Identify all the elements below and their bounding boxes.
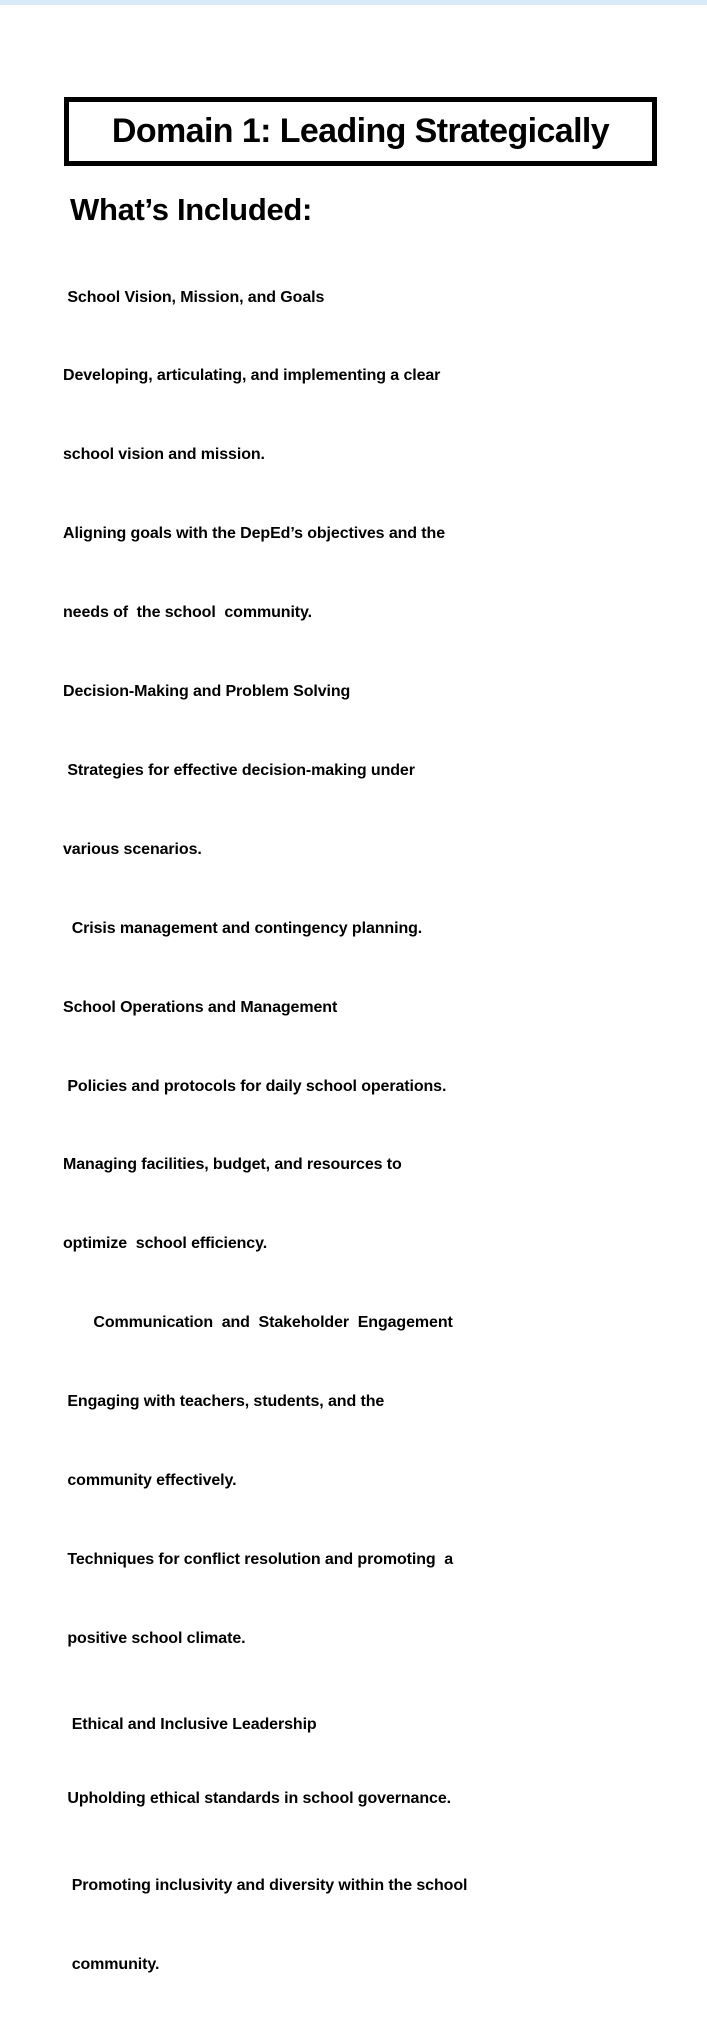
content-line: Upholding ethical standards in school governance.: [63, 1789, 451, 1807]
content-line: positive school climate.: [63, 1629, 246, 1647]
domain-title-box: [64, 97, 657, 166]
content-line-decision-making-header: Decision-Making and Problem Solving: [63, 683, 351, 701]
domain-title: Domain 1: Leading Strategically: [111, 112, 610, 150]
content-line-school-vision-header: School Vision, Mission, and Goals: [63, 288, 325, 306]
content-line: Promoting inclusivity and diversity within the school: [63, 1877, 468, 1895]
content-line: optimize school efficiency.: [63, 1235, 268, 1253]
content-line: Strategies for effective decision-making under: [63, 761, 415, 779]
content-line: community effectively.: [63, 1471, 237, 1489]
section-heading: What’s Included:: [70, 192, 313, 227]
content-line-school-operations-header: School Operations and Management: [63, 998, 338, 1016]
content-line: various scenarios.: [63, 840, 202, 858]
content-block: [63, 232, 673, 2031]
content-line: Aligning goals with the DepEd’s objectives and the: [63, 525, 446, 543]
content-line: Managing facilities, budget, and resources to: [63, 1156, 402, 1174]
content-line: Techniques for conflict resolution and promoting a: [63, 1550, 454, 1568]
content-line: Policies and protocols for daily school operations.: [63, 1077, 447, 1095]
content-line-communication-header: Communication and Stakeholder Engagement: [63, 1314, 453, 1332]
content-line: school vision and mission.: [63, 446, 265, 464]
content-line: Developing, articulating, and implementing a clear: [63, 367, 441, 385]
content-line: Engaging with teachers, students, and the: [63, 1393, 385, 1411]
content-line-ethical-leadership-header: Ethical and Inclusive Leadership: [63, 1715, 317, 1733]
content-line: community.: [63, 1956, 160, 1974]
content-line: Crisis management and contingency planning.: [63, 919, 423, 937]
content-line: needs of the school community.: [63, 604, 312, 622]
top-edge-strip: [0, 0, 707, 5]
